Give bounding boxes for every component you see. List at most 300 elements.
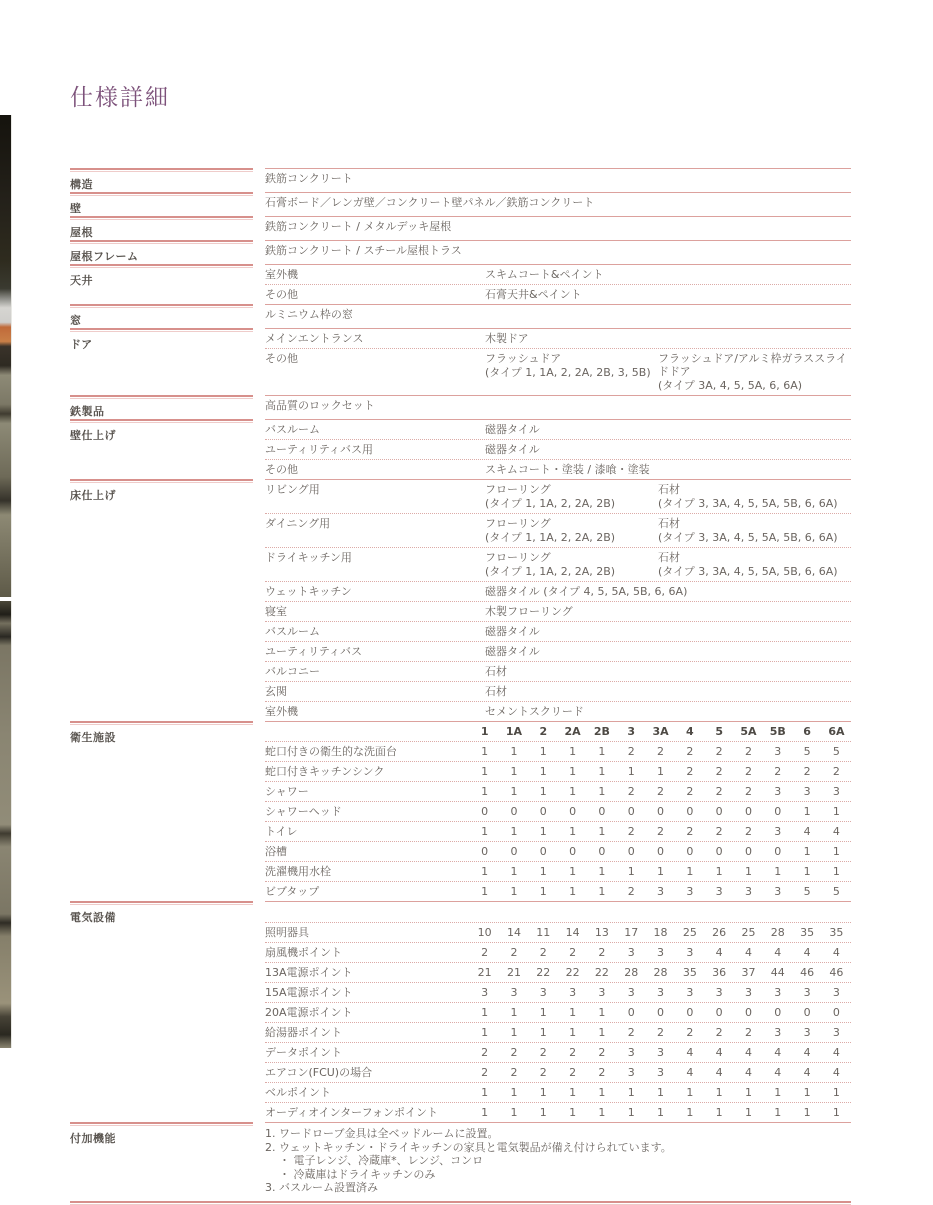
spec-row [265,168,851,188]
count-cell: 1 [539,885,547,898]
count-cell: 3 [539,986,547,999]
count-cell: 0 [481,805,489,818]
spec-row [265,348,851,395]
category-column [70,419,253,479]
count-cell: 22 [565,966,580,979]
count-cell: 1 [774,865,782,878]
count-cell: 4 [774,1046,782,1059]
category-label: 天井 [70,274,93,287]
row-value [658,517,851,544]
row-value: スキムコート&ペイント [485,268,604,281]
spec-table [70,168,851,1205]
category-label: 床仕上げ [70,489,116,502]
count-cell: 1 [598,1106,606,1119]
count-cell: 2 [832,765,840,778]
count-cell: 2 [715,765,723,778]
count-cell: 2 [744,765,752,778]
row-key: 室外機 [265,705,298,718]
count-cell: 3 [803,1026,811,1039]
spec-row [265,216,851,236]
unit-type-header-cell: 2 [539,725,548,738]
row-value: 鉄筋コンクリート / メタルデッキ屋根 [265,220,452,233]
count-cell: 1 [657,865,665,878]
count-cell: 1 [510,885,518,898]
left-photo-strip-top [0,115,12,597]
count-cell: 1 [598,1026,606,1039]
count-row [265,922,851,942]
count-cell: 2 [803,765,811,778]
count-cell: 0 [539,805,547,818]
count-cell: 1 [481,1086,489,1099]
row-value [485,517,658,544]
note-line: ・ 電子レンジ、冷蔵庫*、レンジ、コンロ [279,1154,484,1167]
category-label: 構造 [70,178,93,191]
count-cell: 1 [598,825,606,838]
spec-section [70,216,851,240]
count-cell: 3 [832,1026,840,1039]
row-key: 照明器具 [265,926,309,939]
unit-type-header-cell: 5 [715,725,723,738]
spec-section [70,721,851,901]
count-cell: 1 [569,785,577,798]
count-cell: 2 [744,745,752,758]
count-cell: 0 [715,1006,723,1019]
count-cell: 2 [744,825,752,838]
count-cell: 3 [686,986,694,999]
count-grid [470,865,851,878]
spec-row [265,581,851,601]
spec-row [265,479,851,513]
row-value [485,483,658,510]
count-cell: 3 [715,986,723,999]
category-label: 衛生施設 [70,731,116,744]
count-cell: 4 [803,825,811,838]
count-cell: 4 [832,946,840,959]
count-row [265,861,851,881]
count-cell: 1 [569,885,577,898]
count-cell: 28 [653,966,668,979]
count-cell: 0 [774,805,782,818]
unit-type-header-cell: 2A [564,725,581,738]
unit-type-header-cell: 6A [828,725,845,738]
count-cell: 0 [715,845,723,858]
count-cell: 0 [627,845,635,858]
row-key: リビング用 [265,483,320,496]
count-cell: 21 [506,966,521,979]
category-label: 壁 [70,202,82,215]
count-cell: 4 [832,1046,840,1059]
category-column [70,901,253,1122]
count-row [265,942,851,962]
count-cell: 2 [539,1066,547,1079]
row-value-types: (タイプ 1, 1A, 2, 2A, 2B) [485,531,616,544]
count-cell: 0 [832,1006,840,1019]
row-key: 寝室 [265,605,287,618]
count-cell: 3 [627,946,635,959]
count-cell: 3 [774,1026,782,1039]
spec-section [70,192,851,216]
spec-row [265,328,851,348]
category-column [70,192,253,216]
count-cell: 1 [510,825,518,838]
count-row [265,1102,851,1122]
count-cell: 1 [803,1086,811,1099]
count-cell: 2 [569,1066,577,1079]
count-cell: 1 [510,1006,518,1019]
count-cell: 0 [744,1006,752,1019]
count-cell: 4 [832,825,840,838]
count-cell: 0 [627,805,635,818]
count-cell: 3 [686,885,694,898]
count-cell: 3 [774,885,782,898]
unit-type-header-cell: 1A [505,725,523,738]
spec-section [70,328,851,395]
count-cell: 46 [829,966,844,979]
count-cell: 4 [832,1066,840,1079]
value-column [265,901,851,1122]
count-cell: 1 [510,865,518,878]
spec-row [265,701,851,721]
row-key: 玄関 [265,685,287,698]
spec-section [70,240,851,264]
count-grid [470,745,851,758]
count-cell: 1 [539,1026,547,1039]
count-cell: 2 [539,946,547,959]
count-grid [470,946,851,959]
count-cell: 2 [657,745,665,758]
count-grid [470,1106,851,1119]
count-cell: 1 [715,865,723,878]
spec-row [265,601,851,621]
count-cell: 2 [569,946,577,959]
count-grid [470,885,851,898]
count-cell: 1 [832,1086,840,1099]
count-cell: 2 [715,745,723,758]
count-row [265,781,851,801]
spec-row [265,621,851,641]
spec-section [70,479,851,721]
count-cell: 1 [569,745,577,758]
row-value: 磁器タイル [485,423,540,436]
count-row [265,962,851,982]
count-cell: 1 [539,785,547,798]
count-cell: 1 [481,1026,489,1039]
spec-row [265,681,851,701]
count-grid [470,805,851,818]
row-value: 石材 [485,665,507,678]
count-cell: 1 [832,845,840,858]
count-grid [470,785,851,798]
count-cell: 1 [539,825,547,838]
count-cell: 2 [510,1046,518,1059]
count-cell: 3 [510,986,518,999]
value-column [265,168,851,192]
row-key: 扇風機ポイント [265,946,342,959]
row-value-types: (タイプ 1, 1A, 2, 2A, 2B) [485,497,616,510]
count-cell: 2 [657,785,665,798]
count-cell: 0 [510,805,518,818]
row-value-types: (タイプ 3, 3A, 4, 5, 5A, 5B, 6, 6A) [658,565,838,578]
count-cell: 1 [539,1086,547,1099]
note-line: ・ 冷蔵庫はドライキッチンのみ [279,1167,436,1181]
count-cell: 2 [569,1046,577,1059]
count-cell: 10 [477,926,492,939]
count-cell: 5 [803,885,811,898]
count-cell: 0 [539,845,547,858]
count-cell: 1 [803,1106,811,1119]
count-cell: 5 [832,745,840,758]
count-cell: 2 [657,1026,665,1039]
count-cell: 2 [744,785,752,798]
row-value-line: フラッシュドア/アルミ枠ガラススライドドア [658,352,847,378]
count-cell: 4 [715,946,723,959]
count-row [265,1022,851,1042]
row-key: その他 [265,463,298,476]
count-cell: 4 [803,1066,811,1079]
row-value: セメントスクリード [485,705,584,718]
spec-row [265,264,851,284]
count-cell: 1 [569,1106,577,1119]
row-key: 蛇口付きの衛生的な洗面台 [265,745,397,758]
count-cell: 0 [657,1006,665,1019]
row-key: ダイニング用 [265,517,331,530]
notes-block [265,1122,851,1200]
count-cell: 1 [481,885,489,898]
unit-type-header-cell: 5B [769,725,786,738]
category-label: 電気設備 [70,911,116,924]
count-cell: 3 [657,1066,665,1079]
count-cell: 1 [627,765,635,778]
row-value-types: (タイプ 1, 1A, 2, 2A, 2B, 3, 5B) [485,366,651,379]
row-value-line: フラッシュドア [485,352,562,365]
row-key: 蛇口付きキッチンシンク [265,765,385,778]
spec-row [265,192,851,212]
count-cell: 26 [712,926,727,939]
count-cell: 2 [627,1026,635,1039]
row-key: シャワーヘッド [265,805,342,818]
count-cell: 2 [510,1066,518,1079]
row-value [658,483,851,510]
count-row [265,801,851,821]
count-cell: 1 [598,1006,606,1019]
unit-type-header-cell: 1 [480,725,489,738]
spec-row [265,240,851,260]
count-cell: 1 [598,785,606,798]
count-cell: 1 [481,1006,489,1019]
unit-type-header-row [265,721,851,741]
count-cell: 3 [774,745,782,758]
spec-row [265,419,851,439]
row-key: データポイント [265,1046,342,1059]
count-cell: 3 [744,986,752,999]
row-key: トイレ [265,825,298,838]
count-grid [470,1066,851,1079]
count-row [265,761,851,781]
count-cell: 2 [627,885,635,898]
spec-row [265,547,851,581]
unit-type-header-cell: 3A [652,725,669,738]
count-cell: 3 [657,986,665,999]
count-cell: 1 [539,765,547,778]
count-cell: 28 [770,926,785,939]
count-cell: 4 [686,1066,694,1079]
count-cell: 1 [510,1026,518,1039]
count-cell: 0 [744,845,752,858]
spec-section [70,419,851,479]
count-grid [470,986,851,999]
count-grid [470,765,851,778]
count-grid [470,1006,851,1019]
spec-row [265,439,851,459]
spec-section [70,1122,851,1200]
count-cell: 4 [744,1066,752,1079]
count-cell: 0 [744,805,752,818]
category-column [70,479,253,721]
value-column [265,304,851,328]
count-grid [470,966,851,979]
count-cell: 1 [803,865,811,878]
spec-row [265,395,851,415]
count-cell: 1 [569,865,577,878]
count-cell: 3 [832,785,840,798]
row-value-types: (タイプ 3A, 4, 5, 5A, 6, 6A) [658,379,803,392]
count-cell: 1 [686,865,694,878]
count-cell: 2 [627,825,635,838]
row-value: 磁器タイル [485,645,540,658]
count-grid [470,1026,851,1039]
row-value [658,551,851,578]
count-cell: 3 [774,825,782,838]
value-column [265,479,851,721]
count-cell: 1 [744,1086,752,1099]
count-cell: 0 [686,1006,694,1019]
unit-type-header-cell: 5A [740,725,757,738]
value-column [265,419,851,479]
count-cell: 25 [741,926,756,939]
row-value-line: 石材 [658,483,680,496]
category-column [70,1122,253,1200]
count-cell: 3 [744,885,752,898]
count-cell: 4 [774,1066,782,1079]
count-cell: 1 [481,1106,489,1119]
row-value: 木製ドア [485,332,529,345]
value-column [265,1122,851,1200]
category-column [70,328,253,395]
count-cell: 28 [624,966,639,979]
table-closing-rule [70,1201,851,1205]
row-value: 高品質のロックセット [265,399,375,412]
count-cell: 3 [803,986,811,999]
count-cell: 1 [481,785,489,798]
count-cell: 2 [715,1026,723,1039]
count-cell: 1 [627,865,635,878]
count-cell: 0 [774,845,782,858]
note-line: 2. ウェットキッチン・ドライキッチンの家具と電気製品が備え付けられています。 [265,1140,672,1154]
count-cell: 2 [657,825,665,838]
left-photo-strip-bottom [0,601,12,1048]
count-cell: 2 [744,1026,752,1039]
row-value-line: フローリング [485,517,551,530]
row-key: 室外機 [265,268,298,281]
value-column [265,216,851,240]
count-cell: 3 [598,986,606,999]
count-cell: 22 [536,966,551,979]
count-cell: 1 [598,745,606,758]
count-cell: 4 [744,1046,752,1059]
count-cell: 2 [774,765,782,778]
count-cell: 1 [715,1086,723,1099]
count-cell: 35 [829,926,844,939]
row-key: 給湯器ポイント [265,1026,342,1039]
row-key: ベルポイント [265,1086,331,1099]
count-cell: 0 [569,845,577,858]
spacer-row [265,901,851,922]
count-cell: 4 [715,1066,723,1079]
count-cell: 2 [481,1046,489,1059]
count-cell: 2 [481,1066,489,1079]
count-cell: 25 [682,926,697,939]
count-cell: 1 [569,765,577,778]
count-cell: 2 [686,1026,694,1039]
count-cell: 1 [627,1086,635,1099]
value-column [265,721,851,901]
count-cell: 1 [510,785,518,798]
count-cell: 1 [686,1106,694,1119]
row-value: 石膏天井&ペイント [485,288,582,301]
count-grid [470,1086,851,1099]
count-cell: 37 [741,966,756,979]
row-value-types: (タイプ 3, 3A, 4, 5, 5A, 5B, 6, 6A) [658,531,838,544]
count-cell: 4 [803,946,811,959]
count-cell: 2 [686,745,694,758]
row-value: 磁器タイル [485,625,540,638]
unit-type-header-grid [470,725,851,738]
category-column [70,304,253,328]
category-label: 壁仕上げ [70,429,116,442]
row-key: 13A電源ポイント [265,966,353,979]
count-cell: 13 [594,926,609,939]
count-cell: 2 [686,825,694,838]
count-cell: 2 [715,825,723,838]
count-cell: 2 [510,946,518,959]
count-cell: 1 [510,745,518,758]
row-key: ウェットキッチン [265,585,352,598]
count-cell: 0 [715,805,723,818]
row-key: 洗濯機用水栓 [265,865,331,878]
count-cell: 2 [598,1066,606,1079]
count-cell: 1 [832,805,840,818]
count-cell: 18 [653,926,668,939]
count-cell: 0 [803,1006,811,1019]
value-column [265,328,851,395]
count-cell: 1 [481,745,489,758]
category-label: 鉄製品 [70,405,105,418]
spec-section [70,168,851,192]
row-key: 浴槽 [265,845,287,858]
count-cell: 4 [686,1046,694,1059]
count-cell: 3 [627,986,635,999]
spec-section [70,304,851,328]
count-cell: 14 [506,926,521,939]
count-cell: 3 [569,986,577,999]
count-cell: 0 [481,845,489,858]
count-row [265,741,851,761]
count-cell: 0 [686,805,694,818]
count-cell: 1 [774,1106,782,1119]
count-cell: 4 [715,1046,723,1059]
row-value-types: (タイプ 1, 1A, 2, 2A, 2B) [485,565,616,578]
count-cell: 1 [569,1086,577,1099]
